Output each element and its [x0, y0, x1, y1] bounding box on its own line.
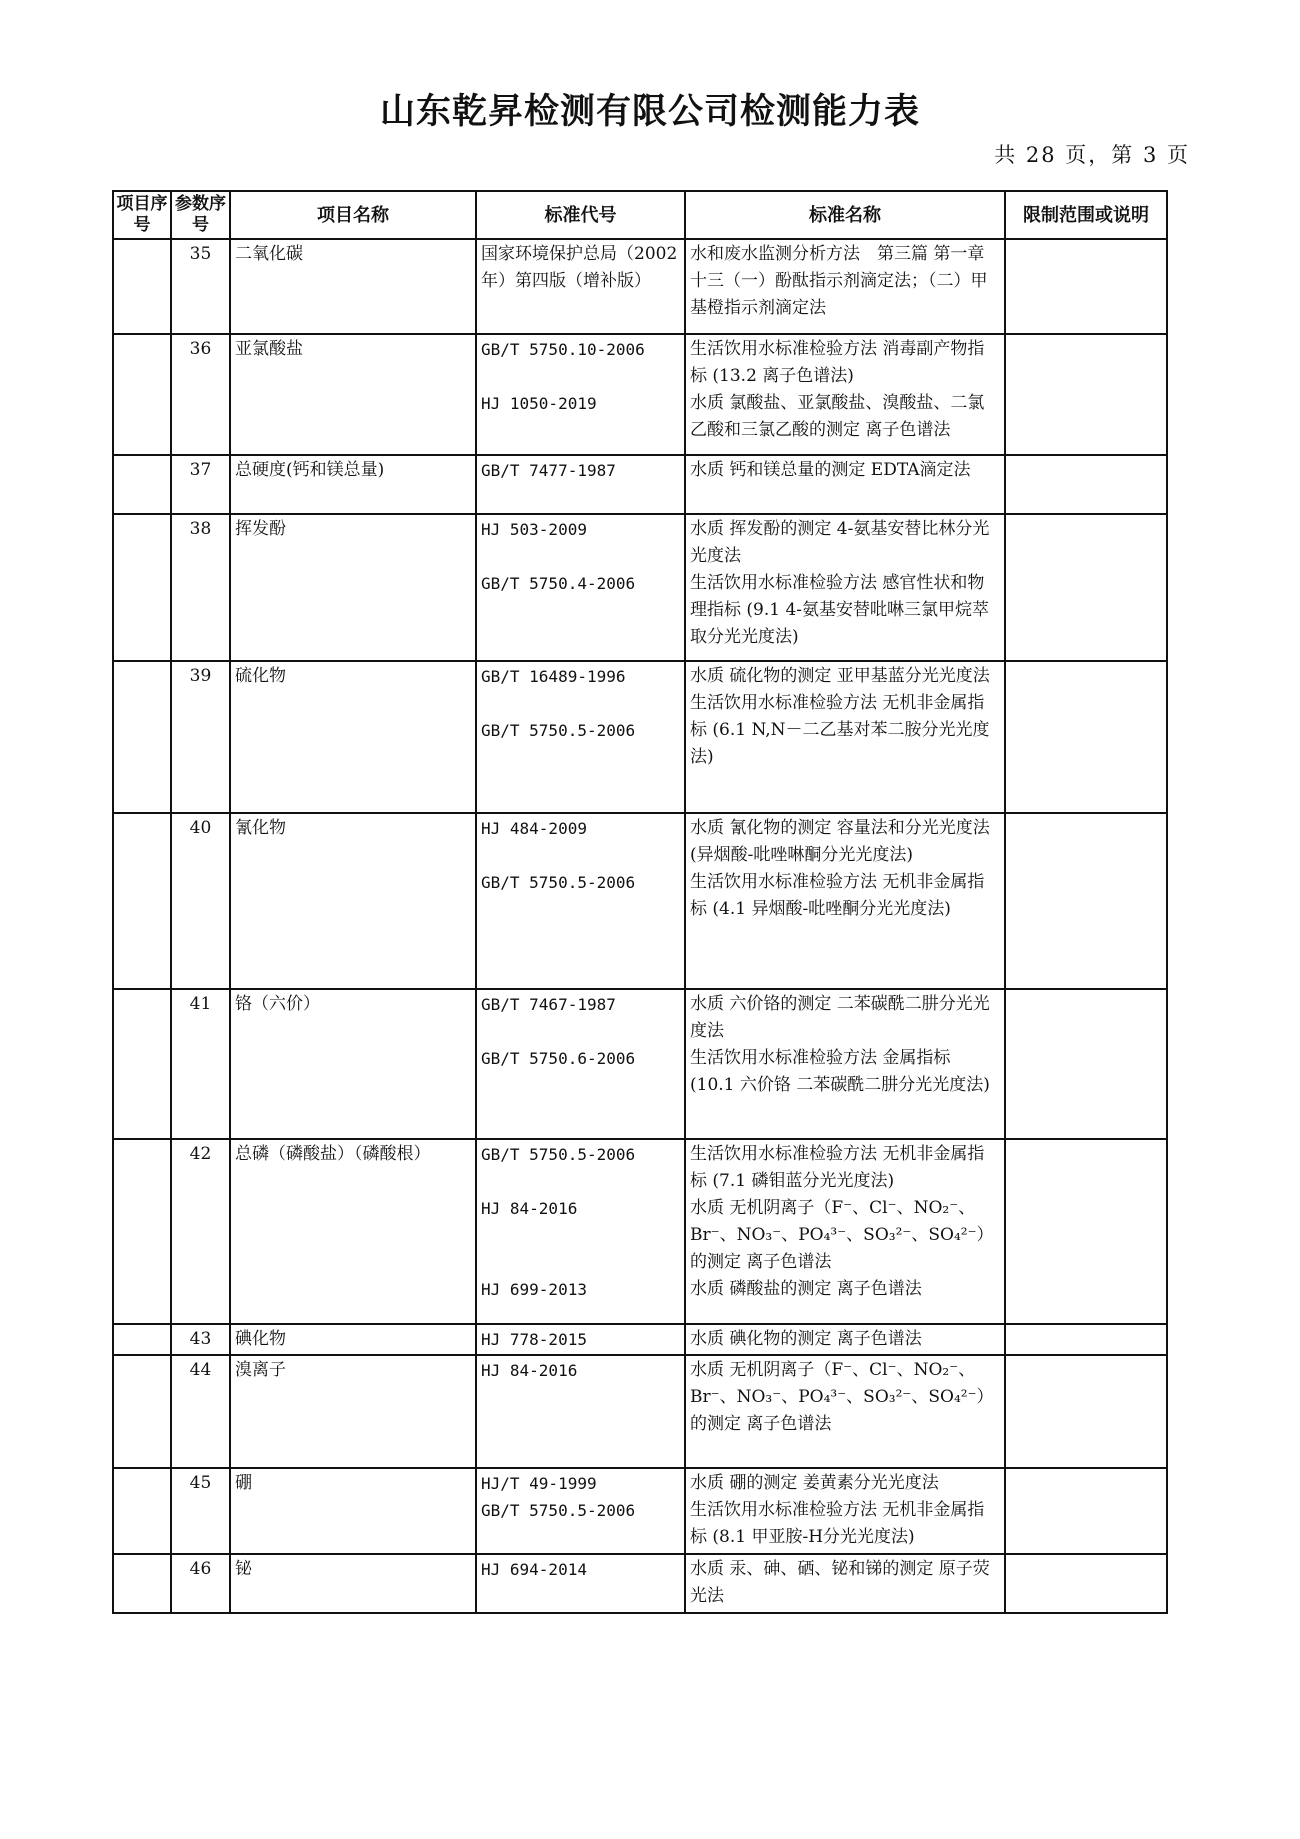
item-name-cell: 铬（六价）	[230, 989, 476, 1139]
std-name: 生活饮用水标准检验方法 消毒副产物指标 (13.2 离子色谱法)	[690, 339, 985, 386]
param-no-cell: 39	[171, 661, 230, 813]
table-row	[113, 1554, 1167, 1613]
std-name-cell	[685, 514, 1005, 661]
item-name-cell: 总硬度(钙和镁总量)	[230, 455, 476, 514]
std-name: 生活饮用水标准检验方法 无机非金属指标 (8.1 甲亚胺-H分光光度法)	[690, 1500, 985, 1547]
param-no-cell: 40	[171, 813, 230, 989]
limit-cell	[1005, 1468, 1167, 1554]
std-code-cell	[476, 1324, 685, 1355]
param-no-cell: 36	[171, 334, 230, 455]
std-code: HJ/T 49-1999	[481, 1474, 597, 1493]
std-name: 水质 硼的测定 姜黄素分光光度法	[690, 1473, 939, 1493]
capability-table	[112, 190, 1168, 1614]
param-no-cell: 46	[171, 1554, 230, 1613]
item-name-cell: 碘化物	[230, 1324, 476, 1355]
limit-cell	[1005, 813, 1167, 989]
item-name-cell: 硼	[230, 1468, 476, 1554]
item-no-cell	[113, 1139, 171, 1324]
limit-cell	[1005, 455, 1167, 514]
std-code: GB/T 7467-1987	[481, 995, 616, 1014]
item-no-cell	[113, 661, 171, 813]
std-name: 水质 氰化物的测定 容量法和分光光度法(异烟酸-吡唑啉酮分光光度法)	[690, 818, 990, 865]
header-item-name: 项目名称	[230, 191, 476, 239]
std-name-cell	[685, 1324, 1005, 1355]
std-name-cell	[685, 1468, 1005, 1554]
item-name-cell: 氰化物	[230, 813, 476, 989]
std-code: GB/T 5750.5-2006	[481, 1145, 636, 1164]
std-code-cell	[476, 813, 685, 989]
item-name-cell: 亚氯酸盐	[230, 334, 476, 455]
std-name: 水质 硫化物的测定 亚甲基蓝分光光度法	[690, 666, 990, 686]
header-limit: 限制范围或说明	[1005, 191, 1167, 239]
std-name: 生活饮用水标准检验方法 无机非金属指标 (7.1 磷钼蓝分光光度法)	[690, 1144, 985, 1191]
std-name: 生活饮用水标准检验方法 感官性状和物理指标 (9.1 4-氨基安替吡啉三氯甲烷萃取分光光度法)	[690, 573, 990, 647]
item-no-cell	[113, 813, 171, 989]
std-name-cell	[685, 455, 1005, 514]
std-name: 水质 氯酸盐、亚氯酸盐、溴酸盐、二氯乙酸和三氯乙酸的测定 离子色谱法	[690, 393, 985, 440]
param-no-cell: 38	[171, 514, 230, 661]
param-no-cell: 41	[171, 989, 230, 1139]
std-code-cell	[476, 1554, 685, 1613]
std-code: GB/T 5750.5-2006	[481, 721, 636, 740]
std-name: 水质 无机阴离子（F⁻、Cl⁻、NO₂⁻、Br⁻、NO₃⁻、PO₄³⁻、SO₃²⁻、SO₄²⁻）的测定 离子色谱法	[690, 1360, 994, 1434]
limit-cell	[1005, 1324, 1167, 1355]
std-code: GB/T 16489-1996	[481, 667, 626, 686]
item-no-cell	[113, 334, 171, 455]
std-name-cell	[685, 1355, 1005, 1468]
std-code: GB/T 5750.5-2006	[481, 1501, 636, 1520]
item-name-cell: 铋	[230, 1554, 476, 1613]
table-row	[113, 1355, 1167, 1468]
std-code-cell	[476, 1468, 685, 1554]
table-row	[113, 1468, 1167, 1554]
std-code: HJ 84-2016	[481, 1199, 578, 1218]
limit-cell	[1005, 989, 1167, 1139]
std-name: 生活饮用水标准检验方法 无机非金属指标 (6.1 N,N－二乙基对苯二胺分光光度法)	[690, 693, 990, 767]
std-code-cell	[476, 455, 685, 514]
param-no-cell: 42	[171, 1139, 230, 1324]
std-name: 水质 钙和镁总量的测定 EDTA滴定法	[690, 460, 971, 480]
std-code-cell	[476, 1139, 685, 1324]
limit-cell	[1005, 661, 1167, 813]
std-code-cell	[476, 1355, 685, 1468]
table-row	[113, 1324, 1167, 1355]
item-no-cell	[113, 1324, 171, 1355]
std-name: 水质 汞、砷、硒、铋和锑的测定 原子荧光法	[690, 1559, 990, 1606]
std-code-cell	[476, 661, 685, 813]
param-no-cell: 37	[171, 455, 230, 514]
item-no-cell	[113, 1355, 171, 1468]
limit-cell	[1005, 1554, 1167, 1613]
table-header-row	[113, 191, 1167, 239]
header-item-no: 项目序号	[113, 191, 171, 239]
header-std-name: 标准名称	[685, 191, 1005, 239]
std-code: HJ 484-2009	[481, 819, 587, 838]
limit-cell	[1005, 514, 1167, 661]
table-row	[113, 334, 1167, 455]
item-name-cell: 硫化物	[230, 661, 476, 813]
std-name: 水质 无机阴离子（F⁻、Cl⁻、NO₂⁻、Br⁻、NO₃⁻、PO₄³⁻、SO₃²⁻、SO₄²⁻）的测定 离子色谱法	[690, 1198, 994, 1272]
table-row	[113, 239, 1167, 334]
std-code: HJ 503-2009	[481, 520, 587, 539]
std-name-cell	[685, 334, 1005, 455]
std-name: 生活饮用水标准检验方法 无机非金属指标 (4.1 异烟酸-吡唑酮分光光度法)	[690, 872, 985, 919]
std-code: GB/T 5750.4-2006	[481, 574, 636, 593]
std-code-cell	[476, 334, 685, 455]
limit-cell	[1005, 1355, 1167, 1468]
limit-cell	[1005, 239, 1167, 334]
std-code: 国家环境保护总局（2002年）第四版（增补版）	[481, 244, 678, 291]
std-name: 水质 挥发酚的测定 4-氨基安替比林分光光度法	[690, 519, 990, 566]
table-row	[113, 514, 1167, 661]
std-code: GB/T 5750.6-2006	[481, 1049, 636, 1068]
header-param-no: 参数序号	[171, 191, 230, 239]
std-name: 生活饮用水标准检验方法 金属指标 (10.1 六价铬 二苯碳酰二肼分光光度法)	[690, 1048, 990, 1095]
std-code: GB/T 5750.5-2006	[481, 873, 636, 892]
item-no-cell	[113, 1554, 171, 1613]
page-number: 共 28 页，第 3 页	[994, 143, 1190, 167]
limit-cell	[1005, 1139, 1167, 1324]
std-name-cell	[685, 1554, 1005, 1613]
std-code: HJ 1050-2019	[481, 394, 597, 413]
item-no-cell	[113, 989, 171, 1139]
std-name-cell	[685, 989, 1005, 1139]
std-name-cell	[685, 1139, 1005, 1324]
item-name-cell: 挥发酚	[230, 514, 476, 661]
std-code: GB/T 7477-1987	[481, 461, 616, 480]
param-no-cell: 43	[171, 1324, 230, 1355]
param-no-cell: 44	[171, 1355, 230, 1468]
std-name: 水质 磷酸盐的测定 离子色谱法	[690, 1279, 922, 1299]
std-code: HJ 699-2013	[481, 1280, 587, 1299]
std-name-cell	[685, 661, 1005, 813]
std-name: 水质 六价铬的测定 二苯碳酰二肼分光光度法	[690, 994, 990, 1041]
table-row	[113, 813, 1167, 989]
std-name: 水质 碘化物的测定 离子色谱法	[690, 1329, 922, 1349]
std-code: HJ 84-2016	[481, 1361, 578, 1380]
std-name-cell	[685, 239, 1005, 334]
std-name: 水和废水监测分析方法 第三篇 第一章 十三（一）酚酞指示剂滴定法；（二）甲基橙指示剂滴定法	[690, 244, 988, 318]
item-name-cell: 溴离子	[230, 1355, 476, 1468]
param-no-cell: 45	[171, 1468, 230, 1554]
param-no-cell: 35	[171, 239, 230, 334]
table-row	[113, 1139, 1167, 1324]
limit-cell	[1005, 334, 1167, 455]
item-no-cell	[113, 514, 171, 661]
header-std-code: 标准代号	[476, 191, 685, 239]
std-code-cell	[476, 989, 685, 1139]
table-row	[113, 989, 1167, 1139]
item-no-cell	[113, 455, 171, 514]
item-name-cell: 总磷（磷酸盐）（磷酸根）	[230, 1139, 476, 1324]
table-row	[113, 661, 1167, 813]
item-no-cell	[113, 239, 171, 334]
std-code-cell	[476, 514, 685, 661]
item-no-cell	[113, 1468, 171, 1554]
item-name-cell: 二氧化碳	[230, 239, 476, 334]
std-code: HJ 694-2014	[481, 1560, 587, 1579]
table-row	[113, 455, 1167, 514]
page-title: 山东乾昇检测有限公司检测能力表	[379, 92, 920, 132]
std-code: HJ 778-2015	[481, 1330, 587, 1349]
std-code: GB/T 5750.10-2006	[481, 340, 645, 359]
std-code-cell	[476, 239, 685, 334]
std-name-cell	[685, 813, 1005, 989]
